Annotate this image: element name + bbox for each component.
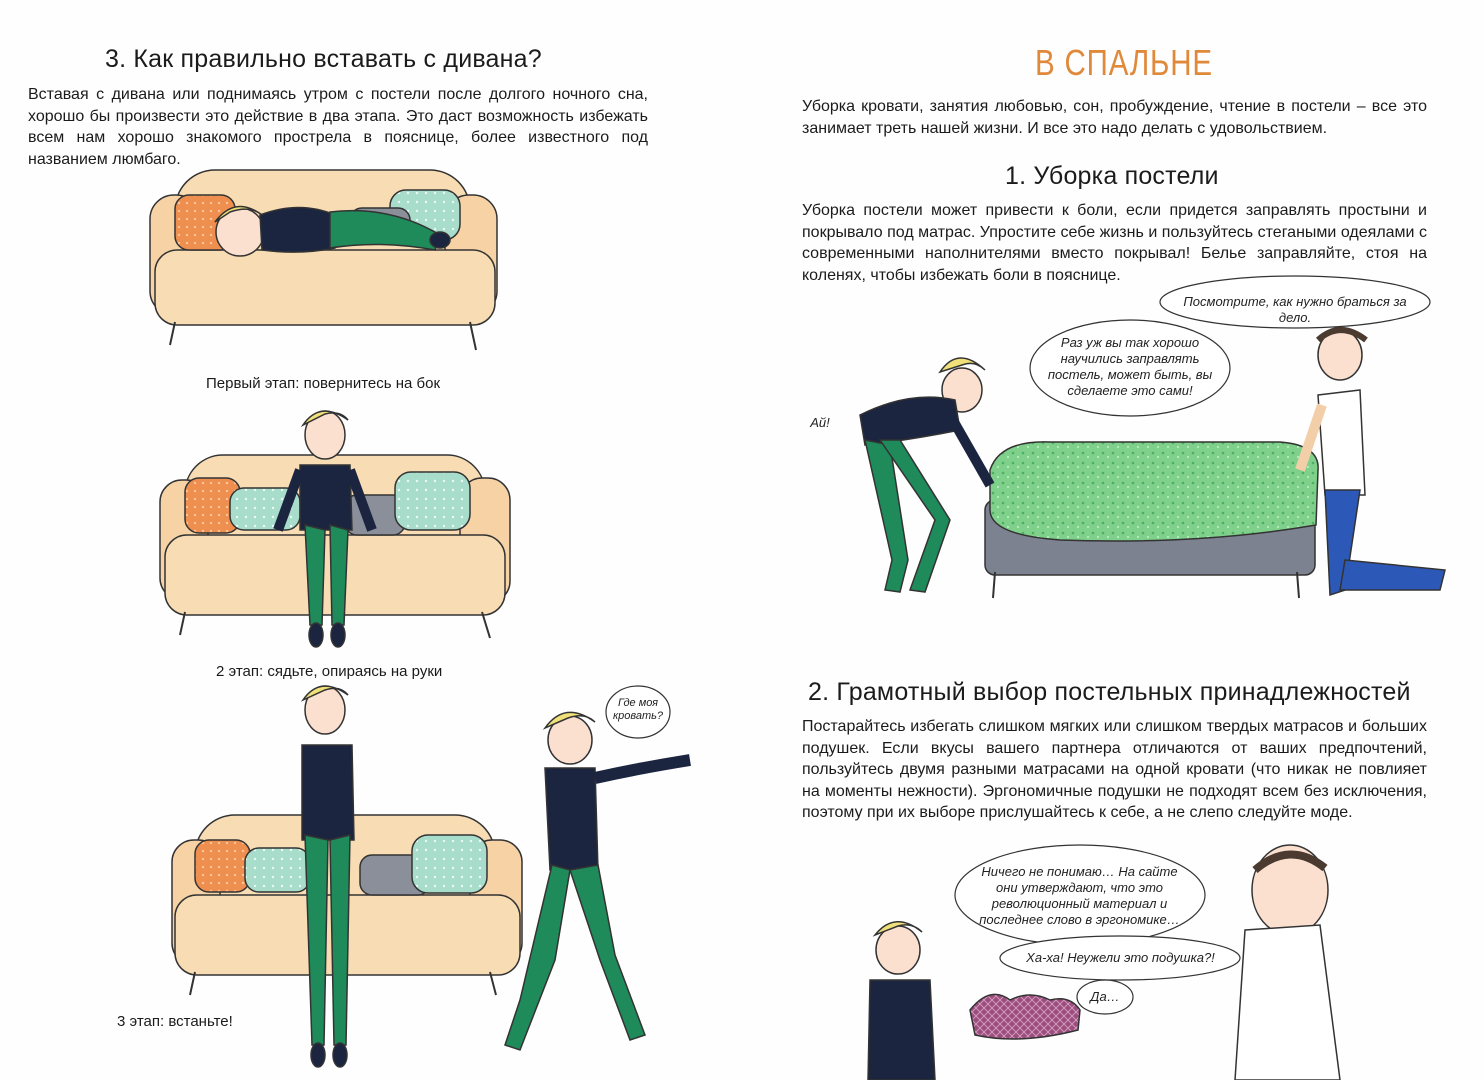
caption-step-3: 3 этап: встаньте!	[117, 1013, 233, 1030]
intro-bedroom: Уборка кровати, занятия любовью, сон, пробуждение, чтение в постели – все это занимает треть нашей жизни. И все это надо делать с удовольствием.	[802, 98, 1427, 137]
bubble-text-man-2: Ха-ха! Неужели это подушка?!	[1026, 950, 1215, 965]
caption-step-1: Первый этап: повернитесь на бок	[206, 375, 441, 392]
intro-get-up: Вставая с дивана или поднимаясь утром с постели после долгого ночного сна, хорошо бы произвести это действие в два этапа. Это даст возможность избежать всем нам хорошо знакомого прострела в пояснице, более известного под названием люмбаго.	[28, 86, 648, 168]
text-make-bed: Уборка постели может привести к боли, если придется заправлять простыни и покрывало под матрас. Упростите себе жизнь и пользуйтесь стегаными одеялами с современными наполнителями вместо покрывал! Белье заправляйте, стоя на коленях, чтобы избежать боли в пояснице.	[802, 202, 1427, 284]
bubble-text-woman-2: Ничего не понимаю… На сайте они утверждают, что это революционный материал и последнее слово в эргономике…	[979, 864, 1180, 927]
sofa-lying-scene	[150, 170, 497, 350]
bubble-text-man-1: Посмотрите, как нужно браться за дело.	[1183, 294, 1407, 325]
bubble-text-where-bed: Где моя кровать?	[612, 697, 664, 722]
heading-make-bed: 1. Уборка постели	[1005, 162, 1219, 190]
sofa-standing-scene	[172, 686, 690, 1067]
sofa-sitting-scene	[160, 411, 510, 647]
bubble-text-woman-3: Да…	[1090, 989, 1120, 1004]
ouch-text: Ай!	[810, 415, 830, 430]
heading-get-up-from-sofa: 3. Как правильно вставать с дивана?	[105, 45, 542, 73]
caption-step-2: 2 этап: сядьте, опираясь на руки	[216, 663, 443, 680]
heading-bedding-choice: 2. Грамотный выбор постельных принадлежностей	[808, 678, 1411, 706]
text-bedding-choice: Постарайтесь избегать слишком мягких или слишком твердых матрасов и больших подушек. Если вкусы вашего партнера отличаются от ваших предпочтений, пользуйтесь двумя разными матрасами на одной кровати (что никак не повлияет на моменты нежности). Эргономичные подушки не подходят всем без исключения, поэтому при их выборе прислушайтесь к себе, а не слепо следуйте моде.	[802, 718, 1427, 821]
section-title-bedroom: В СПАЛЬНЕ	[1035, 42, 1213, 83]
bubble-text-woman-1: Раз уж вы так хорошо научились заправлять постель, может быть, вы сделаете это сами!	[1047, 335, 1213, 398]
